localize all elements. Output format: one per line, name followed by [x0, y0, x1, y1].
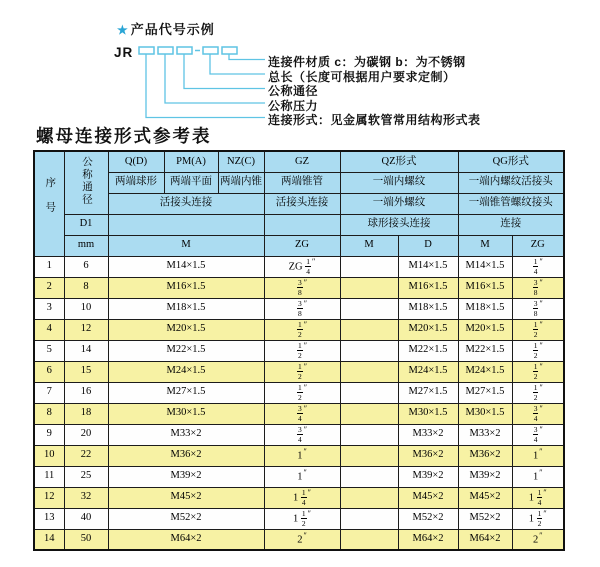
qz-m-cell — [340, 445, 398, 466]
leader-line-length — [210, 54, 265, 74]
m-thread-cell: M30×1.5 — [108, 403, 264, 424]
leader-line-material — [229, 54, 265, 60]
qz-m-cell — [340, 382, 398, 403]
header-q-desc: 两端球形 — [108, 172, 164, 193]
qz-m-cell — [340, 340, 398, 361]
seq-cell: 3 — [34, 298, 64, 319]
dn-cell: 15 — [64, 361, 108, 382]
header-qz-m: M — [340, 235, 398, 256]
m-thread-cell: M64×2 — [108, 529, 264, 550]
qz-d-cell: M39×2 — [398, 466, 458, 487]
table-row — [34, 529, 564, 550]
qg-zg-cell: 2″ — [512, 529, 564, 550]
table-row — [34, 277, 564, 298]
table-body — [34, 256, 564, 550]
table-row — [34, 403, 564, 424]
seq-cell: 13 — [34, 508, 64, 529]
header-mm: mm — [64, 235, 108, 256]
gz-cell: 1 $\frac{1}{4}$ ″ — [264, 487, 340, 508]
m-thread-cell: M36×2 — [108, 445, 264, 466]
gz-cell: $\frac{3}{8}$ ″ — [264, 277, 340, 298]
table-row — [34, 445, 564, 466]
dn-cell: 20 — [64, 424, 108, 445]
qg-m-cell: M36×2 — [458, 445, 512, 466]
qg-m-cell: M18×1.5 — [458, 298, 512, 319]
gz-cell: 1″ — [264, 445, 340, 466]
qg-m-cell: M64×2 — [458, 529, 512, 550]
table-row — [34, 487, 564, 508]
gz-cell: 1″ — [264, 466, 340, 487]
code-box-2 — [158, 47, 173, 54]
nut-connection-reference-table — [33, 150, 565, 551]
qz-m-cell — [340, 466, 398, 487]
qz-m-cell — [340, 298, 398, 319]
qg-zg-cell: 1″ — [512, 466, 564, 487]
header-col-q: Q(D) — [108, 151, 164, 172]
m-thread-cell: M45×2 — [108, 487, 264, 508]
table-row — [34, 340, 564, 361]
product-code-example-text: 产品代号示例 — [130, 22, 215, 37]
m-thread-cell: M24×1.5 — [108, 361, 264, 382]
qg-m-cell: M39×2 — [458, 466, 512, 487]
m-thread-cell: M27×1.5 — [108, 382, 264, 403]
header-col-gz: GZ — [264, 151, 340, 172]
m-thread-cell: M33×2 — [108, 424, 264, 445]
table-title: 螺母连接形式参考表 — [36, 126, 212, 146]
label-connector-material: 连接件材质 c：为碳钢 b：为不锈钢 — [268, 55, 466, 69]
code-box-5 — [222, 47, 237, 54]
dn-cell: 32 — [64, 487, 108, 508]
header-seq: 序号 — [34, 151, 64, 256]
qz-d-cell: M45×2 — [398, 487, 458, 508]
qz-d-cell: M20×1.5 — [398, 319, 458, 340]
table-header — [34, 151, 564, 256]
qg-zg-cell: $\frac{1}{4}$ ″ — [512, 256, 564, 277]
header-qz-desc1: 一端内螺纹 — [340, 172, 458, 193]
qg-zg-cell: $\frac{3}{8}$ ″ — [512, 277, 564, 298]
code-box-1 — [139, 47, 154, 54]
header-nz-desc: 两端内锥 — [218, 172, 264, 193]
header-qg-zg: ZG — [512, 235, 564, 256]
gz-cell: 1 $\frac{1}{2}$ ″ — [264, 508, 340, 529]
header-qg-desc1: 一端内螺纹活接头 — [458, 172, 564, 193]
dn-cell: 6 — [64, 256, 108, 277]
table-row — [34, 424, 564, 445]
qz-d-cell: M52×2 — [398, 508, 458, 529]
header-qz-desc2: 一端外螺纹 — [340, 193, 458, 214]
qz-m-cell — [340, 403, 398, 424]
qg-zg-cell: $\frac{1}{2}$ ″ — [512, 361, 564, 382]
seq-cell: 4 — [34, 319, 64, 340]
table-row — [34, 361, 564, 382]
label-connection-form: 连接形式：见金属软管常用结构形式表 — [268, 113, 481, 127]
seq-cell: 1 — [34, 256, 64, 277]
header-m-label: M — [108, 235, 264, 256]
label-nominal-pressure: 公称压力 — [268, 98, 319, 113]
seq-cell: 12 — [34, 487, 64, 508]
qg-m-cell: M33×2 — [458, 424, 512, 445]
m-thread-cell: M14×1.5 — [108, 256, 264, 277]
qz-m-cell — [340, 424, 398, 445]
qg-zg-cell: $\frac{1}{2}$ ″ — [512, 319, 564, 340]
qz-m-cell — [340, 319, 398, 340]
label-nominal-diameter: 公称通径 — [268, 84, 319, 98]
gz-cell: $\frac{1}{2}$ ″ — [264, 361, 340, 382]
product-code-prefix: JR — [114, 45, 134, 60]
qz-m-cell — [340, 529, 398, 550]
gz-cell: $\frac{1}{2}$ ″ — [264, 319, 340, 340]
qg-m-cell: M22×1.5 — [458, 340, 512, 361]
seq-cell: 6 — [34, 361, 64, 382]
m-thread-cell: M20×1.5 — [108, 319, 264, 340]
seq-cell: 8 — [34, 403, 64, 424]
qg-zg-cell: 1 $\frac{1}{4}$ ″ — [512, 487, 564, 508]
qz-m-cell — [340, 361, 398, 382]
header-gz-desc: 两端锥管 — [264, 172, 340, 193]
code-box-4 — [203, 47, 218, 54]
header-col-qz: QZ形式 — [340, 151, 458, 172]
dn-cell: 22 — [64, 445, 108, 466]
qg-m-cell: M27×1.5 — [458, 382, 512, 403]
gz-cell: $\frac{1}{2}$ ″ — [264, 382, 340, 403]
qg-m-cell: M14×1.5 — [458, 256, 512, 277]
leader-line-pressure — [165, 54, 265, 103]
qg-zg-cell: 1″ — [512, 445, 564, 466]
header-dn: 公称通径 — [64, 151, 108, 214]
table-row — [34, 319, 564, 340]
table-row — [34, 298, 564, 319]
qg-m-cell: M45×2 — [458, 487, 512, 508]
header-qz-d: D — [398, 235, 458, 256]
dn-cell: 25 — [64, 466, 108, 487]
header-gz-connection: 活接头连接 — [264, 193, 340, 214]
seq-cell: 11 — [34, 466, 64, 487]
table-row — [34, 466, 564, 487]
m-thread-cell: M18×1.5 — [108, 298, 264, 319]
qz-d-cell: M33×2 — [398, 424, 458, 445]
gz-cell: ZG $\frac{1}{4}$ ″ — [264, 256, 340, 277]
qz-d-cell: M27×1.5 — [398, 382, 458, 403]
qz-m-cell — [340, 277, 398, 298]
qz-d-cell: M64×2 — [398, 529, 458, 550]
gz-cell: $\frac{3}{4}$ ″ — [264, 403, 340, 424]
qz-m-cell — [340, 256, 398, 277]
dn-cell: 10 — [64, 298, 108, 319]
qz-m-cell — [340, 487, 398, 508]
gz-cell: 2″ — [264, 529, 340, 550]
qz-d-cell: M16×1.5 — [398, 277, 458, 298]
qg-zg-cell: $\frac{1}{2}$ ″ — [512, 382, 564, 403]
qg-zg-cell: 1 $\frac{1}{2}$ ″ — [512, 508, 564, 529]
label-total-length: 总长（长度可根据用户要求定制） — [268, 69, 456, 84]
qz-m-cell — [340, 508, 398, 529]
seq-cell: 14 — [34, 529, 64, 550]
qz-d-cell: M24×1.5 — [398, 361, 458, 382]
seq-cell: 2 — [34, 277, 64, 298]
qg-zg-cell: $\frac{3}{4}$ ″ — [512, 403, 564, 424]
gz-cell: $\frac{1}{2}$ ″ — [264, 340, 340, 361]
qz-d-cell: M30×1.5 — [398, 403, 458, 424]
header-qg-m: M — [458, 235, 512, 256]
leader-line-connection — [146, 54, 265, 118]
dn-cell: 40 — [64, 508, 108, 529]
qg-zg-cell: $\frac{3}{4}$ ″ — [512, 424, 564, 445]
seq-cell: 5 — [34, 340, 64, 361]
seq-cell: 7 — [34, 382, 64, 403]
table-row — [34, 256, 564, 277]
code-box-3 — [177, 47, 192, 54]
header-union-connection: 活接头连接 — [108, 193, 264, 214]
m-thread-cell: M52×2 — [108, 508, 264, 529]
star-icon: ★ — [117, 23, 129, 37]
header-d1: D1 — [64, 214, 108, 235]
m-thread-cell: M39×2 — [108, 466, 264, 487]
header-col-pm: PM(A) — [164, 151, 218, 172]
header-pm-desc: 两端平面 — [164, 172, 218, 193]
dn-cell: 12 — [64, 319, 108, 340]
empty-cell — [264, 214, 340, 235]
qz-d-cell: M14×1.5 — [398, 256, 458, 277]
empty-cell — [108, 214, 264, 235]
header-qg-desc2: 一端锥管螺纹接头 — [458, 193, 564, 214]
header-zg-label: ZG — [264, 235, 340, 256]
header-col-nz: NZ(C) — [218, 151, 264, 172]
dn-cell: 18 — [64, 403, 108, 424]
dn-cell: 50 — [64, 529, 108, 550]
dn-cell: 14 — [64, 340, 108, 361]
product-code-diagram — [0, 0, 600, 130]
gz-cell: $\frac{3}{4}$ ″ — [264, 424, 340, 445]
gz-cell: $\frac{3}{8}$ ″ — [264, 298, 340, 319]
qz-d-cell: M18×1.5 — [398, 298, 458, 319]
dn-cell: 8 — [64, 277, 108, 298]
qz-d-cell: M36×2 — [398, 445, 458, 466]
qg-m-cell: M30×1.5 — [458, 403, 512, 424]
seq-cell: 9 — [34, 424, 64, 445]
m-thread-cell: M16×1.5 — [108, 277, 264, 298]
qg-m-cell: M52×2 — [458, 508, 512, 529]
seq-cell: 10 — [34, 445, 64, 466]
header-qg-connection: 连接 — [458, 214, 564, 235]
qg-m-cell: M20×1.5 — [458, 319, 512, 340]
qg-zg-cell: $\frac{1}{2}$ ″ — [512, 340, 564, 361]
qg-zg-cell: $\frac{3}{8}$ ″ — [512, 298, 564, 319]
header-qz-connection: 球形接头连接 — [340, 214, 458, 235]
header-col-qg: QG形式 — [458, 151, 564, 172]
table-row — [34, 382, 564, 403]
table-row — [34, 508, 564, 529]
dn-cell: 16 — [64, 382, 108, 403]
m-thread-cell: M22×1.5 — [108, 340, 264, 361]
qz-d-cell: M22×1.5 — [398, 340, 458, 361]
qg-m-cell: M16×1.5 — [458, 277, 512, 298]
qg-m-cell: M24×1.5 — [458, 361, 512, 382]
